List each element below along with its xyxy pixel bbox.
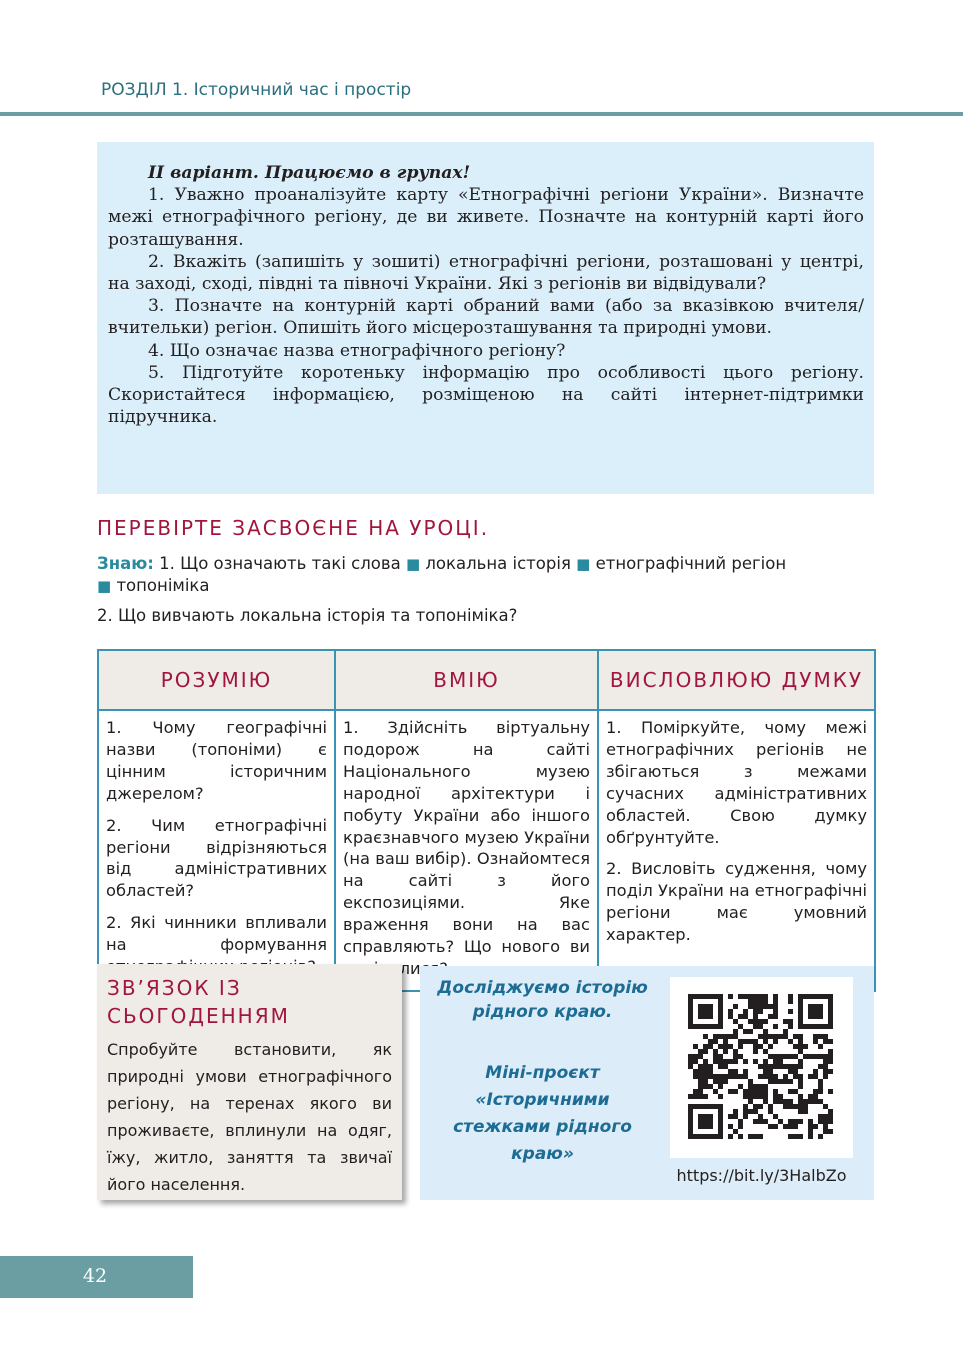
task-item: 3. Позначте на контурній карті обраний вами (або за вказівкою вчителя/вчительки) регіон. Опишіть його місцерозташування та природні умови. — [108, 296, 864, 339]
check-section-title: ПЕРЕВІРТЕ ЗАСВОЄНЕ НА УРОЦІ. — [97, 516, 490, 540]
qr-code-icon[interactable] — [670, 977, 853, 1158]
know-label: Знаю: — [97, 554, 154, 573]
know-questions — [97, 553, 882, 597]
term: локальна історія — [425, 554, 571, 573]
today-link-title: ЗВ’ЯЗОК ІЗ СЬОГОДЕННЯМ — [107, 976, 290, 1028]
term: етнографічний регіон — [595, 554, 787, 573]
bullet-square-icon: ■ — [405, 555, 421, 573]
question: 1. Здійсніть віртуальну подорож на сайті Національного музею народної архітектури і побуту України або іншого краєзнавчого музею України (на ваш вибір). Ознайомтеся на сайті з його експозиціями. Яке враження вони на вас справляють? Що нового ви — [343, 718, 590, 957]
understand-cell — [98, 710, 335, 991]
header-can: ВМІЮ — [335, 650, 598, 710]
group-task-box — [97, 142, 874, 494]
opinion-cell — [598, 710, 875, 991]
bullet-square-icon: ■ — [97, 577, 112, 595]
question: 1. Чому географічні назви (топоніми) є цінним історичним джерелом? — [106, 718, 327, 803]
can-cell — [335, 710, 598, 991]
bullet-square-icon: ■ — [576, 555, 591, 573]
know-question-1: 1. Що означають такі слова — [159, 554, 401, 573]
today-link-text: Спробуйте встановити, як природні умови етнографічного регіону, на теренах якого ви проживаєте, вплинули на одяг, їжу, житло, заняття та звичаї його населення. — [107, 1040, 392, 1194]
task-heading: ІІ варіант. Працюємо в групах! — [148, 163, 471, 183]
question: 2. Які чинники впливали на формування — [106, 913, 327, 955]
today-link-box — [97, 964, 402, 1200]
project-subtitle: Міні-проєкт «Історичними стежками рідного краю» — [453, 1063, 632, 1164]
task-item: 1. Уважно проаналізуйте карту «Етнографічні регіони України». Визначте межі етнографічного регіону, де ви живете. Позначте на контурній карті його розташування. — [108, 185, 864, 250]
mini-project-box — [420, 966, 874, 1200]
term: топоніміка — [116, 576, 210, 595]
skills-table — [97, 649, 876, 992]
page-number-tab — [0, 1256, 193, 1298]
project-url[interactable]: https://bit.ly/3HalbZo — [676, 1166, 847, 1185]
know-question-2: 2. Що вивчають локальна історія та топоніміка? — [97, 606, 518, 625]
chapter-header: РОЗДІЛ 1. Історичний час і простір — [101, 80, 412, 100]
qr-code-graphic — [670, 977, 853, 1158]
header-rule — [0, 112, 963, 116]
page-number: 42 — [82, 1265, 108, 1287]
task-item: 2. Вкажіть (запишіть у зошиті) етнографічні регіони, розташовані у центрі, на заході, сході, півдні та півночі України. Які з регіонів ви відвідували? — [108, 251, 864, 295]
task-item: 5. Підготуйте коротеньку інформацію про особливості цього регіону. Скористайтеся інформацією, розміщеною на сайті інтернет-підтримки підручника. — [108, 362, 864, 428]
project-title: Досліджуємо історію рідного краю. — [437, 978, 648, 1022]
header-understand: РОЗУМІЮ — [98, 650, 335, 710]
header-opinion: ВИСЛОВЛЮЮ ДУМКУ — [598, 650, 875, 710]
question: 1. Поміркуйте, чому межі етнографічних регіонів не збігаються з межами сучасних адміністративних областей. Свою думку обґрунтуйте. — [606, 718, 867, 847]
question: 2. Висловіть судження, чому поділ України на етнографічні регіони має умовний характер. — [606, 859, 867, 945]
task-item: 4. Що означає назва етнографічного регіону? — [148, 340, 566, 361]
question: 2. Чим етнографічні регіони відрізняються від адміністративних областей? — [106, 815, 327, 901]
